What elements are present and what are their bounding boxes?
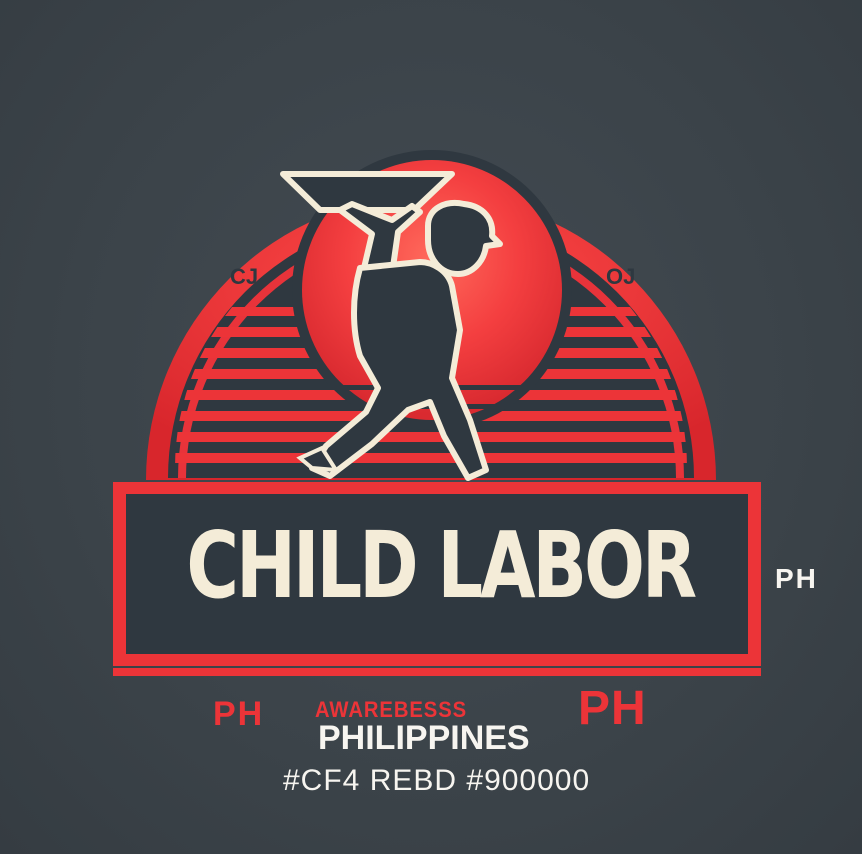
stripe	[150, 432, 710, 442]
side-ph-label: PH	[775, 563, 818, 594]
ph-left-label: PH	[213, 695, 265, 733]
ph-right-label: PH	[578, 682, 647, 735]
glyph-right: OJ	[606, 264, 636, 289]
awareness-label: AWAREBESSS	[315, 697, 468, 722]
color-codes-label: #CF4 REBD #900000	[283, 764, 591, 797]
title-plate-bottom-line	[113, 668, 761, 676]
stripe	[150, 453, 710, 463]
main-title: CHILD LABOR	[186, 512, 694, 619]
country-label: PHILIPPINES	[318, 719, 530, 757]
glyph-left: CJ	[230, 264, 259, 289]
